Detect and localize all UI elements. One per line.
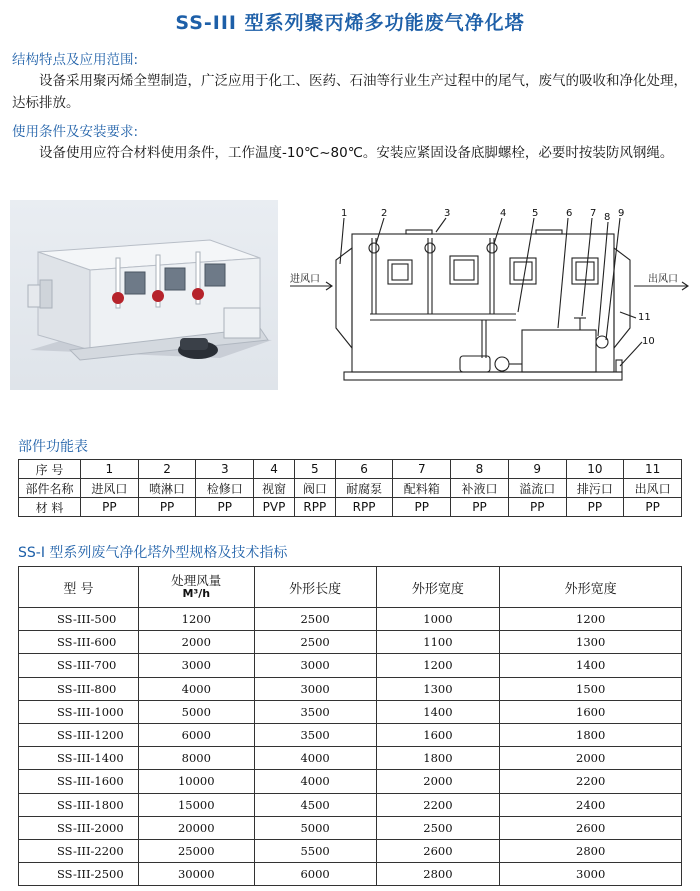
cell-width: 1600 (376, 723, 500, 746)
cell-model: SS-III-500 (19, 608, 139, 631)
table-row (19, 677, 682, 700)
parts-row-material (19, 498, 682, 517)
part-material: RPP (294, 498, 335, 517)
spec-table-heading: SS-I 型系列废气净化塔外型规格及技术指标 (18, 545, 288, 561)
table-row (19, 793, 682, 816)
part-material: PP (81, 498, 139, 517)
table-row (19, 816, 682, 839)
table-row (19, 723, 682, 746)
cell-length: 2500 (254, 631, 376, 654)
part-material: PP (196, 498, 254, 517)
cell-width: 1800 (376, 747, 500, 770)
callout-8: 8 (604, 212, 611, 223)
cell-length: 5000 (254, 816, 376, 839)
cell-model: SS-III-2000 (19, 816, 139, 839)
cell-height: 2600 (500, 816, 682, 839)
section-heading-conditions: 使用条件及安装要求: (12, 124, 139, 140)
part-name: 出风口 (624, 479, 682, 498)
cell-width: 2500 (376, 816, 500, 839)
cell-model: SS-III-2500 (19, 863, 139, 886)
table-row (19, 700, 682, 723)
part-number: 9 (508, 460, 566, 479)
table-row (19, 863, 682, 886)
header-height: 外形宽度 (500, 567, 682, 608)
part-material: PP (393, 498, 451, 517)
equipment-photo (10, 200, 278, 390)
part-name: 进风口 (81, 479, 139, 498)
part-number: 7 (393, 460, 451, 479)
cell-length: 3000 (254, 654, 376, 677)
callout-9: 9 (618, 208, 625, 219)
part-number: 3 (196, 460, 254, 479)
conditions-paragraph: 设备使用应符合材料使用条件，工作温度-10℃~80℃。安装应紧固设备底脚螺栓，必要时按装防风钢绳。 (39, 145, 674, 161)
part-name: 配料箱 (393, 479, 451, 498)
table-row (19, 631, 682, 654)
cell-width: 1000 (376, 608, 500, 631)
cell-flow: 15000 (138, 793, 254, 816)
callout-10: 10 (642, 336, 655, 347)
cell-model: SS-III-1200 (19, 723, 139, 746)
part-name: 排污口 (566, 479, 624, 498)
cell-length: 3000 (254, 677, 376, 700)
cell-width: 1300 (376, 677, 500, 700)
callout-1: 1 (341, 208, 348, 219)
part-name: 溢流口 (508, 479, 566, 498)
cell-height: 1300 (500, 631, 682, 654)
part-name: 视窗 (254, 479, 295, 498)
cell-model: SS-III-1000 (19, 700, 139, 723)
cell-flow: 8000 (138, 747, 254, 770)
cell-width: 2200 (376, 793, 500, 816)
cell-flow: 10000 (138, 770, 254, 793)
callout-4: 4 (500, 208, 507, 219)
tower-schematic (286, 208, 694, 404)
cell-model: SS-III-700 (19, 654, 139, 677)
part-material: PP (624, 498, 682, 517)
cell-height: 1800 (500, 723, 682, 746)
part-number: 11 (624, 460, 682, 479)
callout-5: 5 (532, 208, 539, 219)
cell-flow: 4000 (138, 677, 254, 700)
part-name: 阀口 (294, 479, 335, 498)
part-number: 5 (294, 460, 335, 479)
part-material: RPP (335, 498, 393, 517)
table-row (19, 839, 682, 862)
cell-height: 3000 (500, 863, 682, 886)
parts-row-name (19, 479, 682, 498)
cell-model: SS-III-2200 (19, 839, 139, 862)
header-model: 型 号 (19, 567, 139, 608)
table-row (19, 654, 682, 677)
cell-length: 4500 (254, 793, 376, 816)
cell-height: 1400 (500, 654, 682, 677)
cell-width: 2000 (376, 770, 500, 793)
cell-width: 2800 (376, 863, 500, 886)
header-flow-label: 处理风量 (171, 573, 222, 588)
cell-flow: 20000 (138, 816, 254, 839)
callout-7: 7 (590, 208, 597, 219)
part-material: PP (508, 498, 566, 517)
part-name: 耐腐泵 (335, 479, 393, 498)
callout-2: 2 (381, 208, 388, 219)
part-number: 8 (451, 460, 509, 479)
part-number: 4 (254, 460, 295, 479)
part-number: 10 (566, 460, 624, 479)
cell-length: 5500 (254, 839, 376, 862)
features-paragraph: 设备采用聚丙烯全塑制造，广泛应用于化工、医药、石油等行业生产过程中的尾气，废气的吸收和净化处理，达标排放。 (12, 73, 687, 111)
header-flow (138, 567, 254, 608)
cell-model: SS-III-1800 (19, 793, 139, 816)
table-row (19, 608, 682, 631)
cell-model: SS-III-1400 (19, 747, 139, 770)
spec-header-row (19, 567, 682, 608)
page-title: SS-III 型系列聚丙烯多功能废气净化塔 (175, 12, 525, 34)
parts-row-number (19, 460, 682, 479)
part-material: PP (451, 498, 509, 517)
cell-flow: 25000 (138, 839, 254, 862)
cell-flow: 3000 (138, 654, 254, 677)
cell-flow: 30000 (138, 863, 254, 886)
inlet-label: 进风口 (290, 274, 320, 285)
cell-height: 1200 (500, 608, 682, 631)
part-name: 补液口 (451, 479, 509, 498)
cell-width: 2600 (376, 839, 500, 862)
table-row (19, 747, 682, 770)
cell-model: SS-III-1600 (19, 770, 139, 793)
cell-flow: 6000 (138, 723, 254, 746)
parts-table (18, 459, 682, 517)
cell-flow: 5000 (138, 700, 254, 723)
cell-height: 2400 (500, 793, 682, 816)
cell-height: 1500 (500, 677, 682, 700)
cell-width: 1100 (376, 631, 500, 654)
cell-flow: 1200 (138, 608, 254, 631)
header-length: 外形长度 (254, 567, 376, 608)
cell-length: 6000 (254, 863, 376, 886)
cell-length: 4000 (254, 770, 376, 793)
cell-length: 3500 (254, 723, 376, 746)
row-label: 材 料 (19, 498, 81, 517)
part-material: PP (138, 498, 196, 517)
part-number: 2 (138, 460, 196, 479)
part-material: PP (566, 498, 624, 517)
cell-width: 1400 (376, 700, 500, 723)
cell-model: SS-III-800 (19, 677, 139, 700)
part-number: 1 (81, 460, 139, 479)
parts-table-heading: 部件功能表 (18, 439, 88, 455)
spec-table (18, 566, 682, 886)
header-width: 外形宽度 (376, 567, 500, 608)
cell-model: SS-III-600 (19, 631, 139, 654)
header-flow-unit: M³/h (182, 587, 211, 600)
part-name: 检修口 (196, 479, 254, 498)
section-heading-features: 结构特点及应用范围: (12, 52, 139, 68)
part-material: PVP (254, 498, 295, 517)
row-label: 部件名称 (19, 479, 81, 498)
part-number: 6 (335, 460, 393, 479)
cell-height: 1600 (500, 700, 682, 723)
cell-height: 2800 (500, 839, 682, 862)
callout-6: 6 (566, 208, 573, 219)
outlet-label: 出风口 (648, 274, 678, 285)
cell-length: 4000 (254, 747, 376, 770)
cell-length: 2500 (254, 608, 376, 631)
cell-width: 1200 (376, 654, 500, 677)
cell-height: 2000 (500, 747, 682, 770)
callout-11: 11 (638, 312, 651, 323)
cell-flow: 2000 (138, 631, 254, 654)
part-name: 喷淋口 (138, 479, 196, 498)
callout-3: 3 (444, 208, 451, 219)
cell-height: 2200 (500, 770, 682, 793)
table-row (19, 770, 682, 793)
cell-length: 3500 (254, 700, 376, 723)
row-label: 序 号 (19, 460, 81, 479)
